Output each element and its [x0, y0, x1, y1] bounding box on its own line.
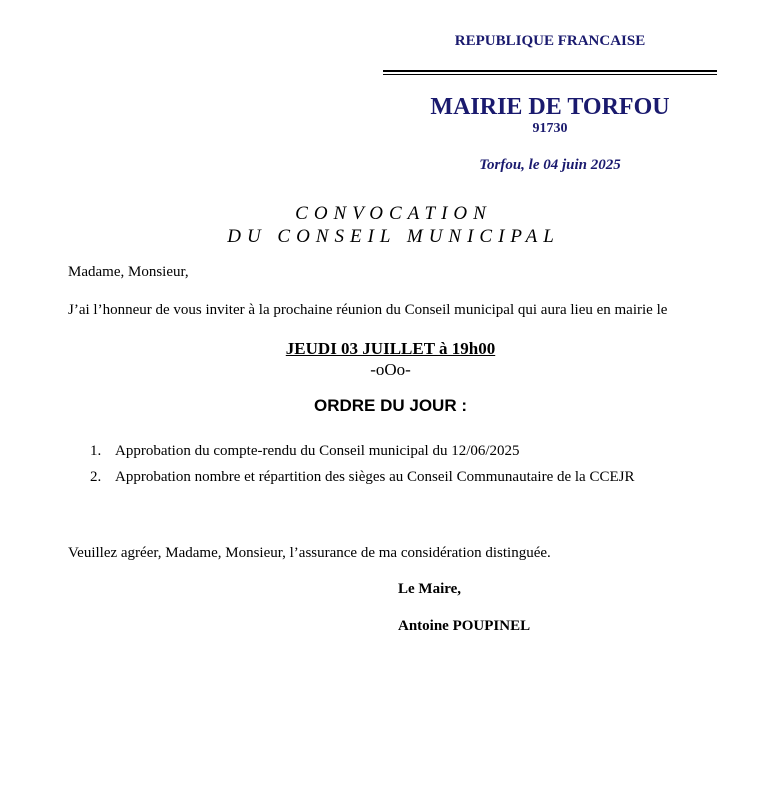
list-item	[90, 438, 634, 464]
meeting-date: JEUDI 03 JUILLET à 19h00	[285, 339, 496, 358]
mairie-title: MAIRIE DE TORFOU	[430, 94, 670, 120]
closing-paragraph: Veuillez agréer, Madame, Monsieur, l’assurance de ma considération distinguée.	[68, 545, 551, 561]
agenda-heading: ORDRE DU JOUR :	[313, 396, 467, 415]
title-line-2: DU CONSEIL MUNICIPAL	[227, 226, 560, 247]
separator: -oOo-	[370, 360, 411, 379]
agenda-item-text: Approbation nombre et répartition des sièges au Conseil Communautaire de la CCEJR	[115, 469, 635, 485]
agenda-item-text: Approbation du compte-rendu du Conseil municipal du 12/06/2025	[115, 443, 520, 459]
document-title	[0, 202, 781, 248]
salutation: Madame, Monsieur,	[68, 264, 189, 280]
agenda-item-number: 2.	[90, 469, 102, 485]
header-rule-thick	[383, 70, 717, 72]
letter-date: Torfou, le 04 juin 2025	[479, 157, 621, 173]
postcode: 91730	[532, 121, 568, 136]
agenda-list	[90, 438, 634, 490]
intro-paragraph: J’ai l’honneur de vous inviter à la prochaine réunion du Conseil municipal qui aura lieu en mairie le	[68, 302, 668, 318]
agenda-item-number: 1.	[90, 443, 102, 459]
republique-heading: REPUBLIQUE FRANCAISE	[454, 33, 646, 49]
title-line-1: CONVOCATION	[295, 203, 492, 224]
list-item	[90, 464, 634, 490]
header-rule-thin	[383, 74, 717, 75]
signature-title: Le Maire,	[398, 581, 462, 597]
signature-name: Antoine POUPINEL	[398, 618, 531, 634]
